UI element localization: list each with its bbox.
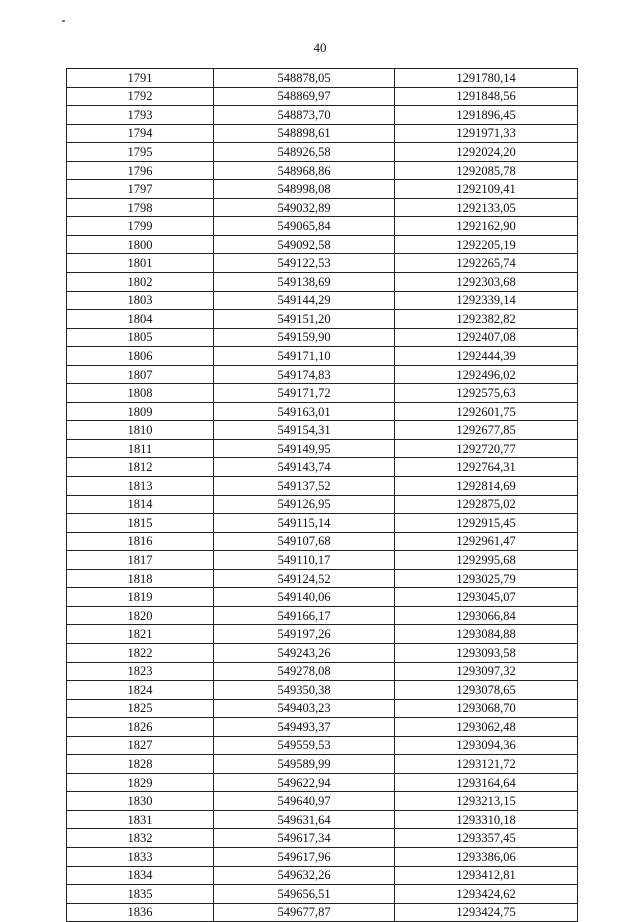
table-row — [67, 829, 578, 848]
point-number-cell: 1818 — [67, 569, 214, 588]
x-coordinate-cell: 549163,01 — [214, 402, 395, 421]
point-number-cell: 1834 — [67, 866, 214, 885]
x-coordinate-cell: 548878,05 — [214, 69, 395, 88]
y-coordinate-cell: 1293121,72 — [395, 755, 578, 774]
page-number: 40 — [313, 40, 327, 55]
table-row — [67, 143, 578, 162]
x-coordinate-cell: 549124,52 — [214, 569, 395, 588]
point-number-cell: 1827 — [67, 736, 214, 755]
x-coordinate-cell: 549166,17 — [214, 606, 395, 625]
table-row — [67, 866, 578, 885]
y-coordinate-cell: 1293062,48 — [395, 718, 578, 737]
point-number-cell: 1829 — [67, 773, 214, 792]
point-number-cell: 1822 — [67, 643, 214, 662]
x-coordinate-cell: 548898,61 — [214, 124, 395, 143]
y-coordinate-cell: 1291896,45 — [395, 106, 578, 125]
y-coordinate-cell: 1293066,84 — [395, 606, 578, 625]
scan-speck — [62, 20, 65, 22]
x-coordinate-cell: 549032,89 — [214, 198, 395, 217]
x-coordinate-cell: 549092,58 — [214, 235, 395, 254]
table-row — [67, 681, 578, 700]
table-row — [67, 217, 578, 236]
x-coordinate-cell: 548968,86 — [214, 161, 395, 180]
y-coordinate-cell: 1291971,33 — [395, 124, 578, 143]
x-coordinate-cell: 549493,37 — [214, 718, 395, 737]
table-row — [67, 606, 578, 625]
x-coordinate-cell: 549171,72 — [214, 384, 395, 403]
table-row — [67, 106, 578, 125]
point-number-cell: 1805 — [67, 328, 214, 347]
x-coordinate-cell: 549632,26 — [214, 866, 395, 885]
y-coordinate-cell: 1292677,85 — [395, 421, 578, 440]
table-row — [67, 180, 578, 199]
point-number-cell: 1836 — [67, 903, 214, 922]
y-coordinate-cell: 1293164,64 — [395, 773, 578, 792]
y-coordinate-cell: 1293213,15 — [395, 792, 578, 811]
table-row — [67, 69, 578, 88]
x-coordinate-cell: 549138,69 — [214, 273, 395, 292]
x-coordinate-cell: 549243,26 — [214, 643, 395, 662]
point-number-cell: 1830 — [67, 792, 214, 811]
x-coordinate-cell: 549143,74 — [214, 458, 395, 477]
point-number-cell: 1808 — [67, 384, 214, 403]
y-coordinate-cell: 1293045,07 — [395, 588, 578, 607]
y-coordinate-cell: 1293357,45 — [395, 829, 578, 848]
x-coordinate-cell: 549640,97 — [214, 792, 395, 811]
table-row — [67, 662, 578, 681]
x-coordinate-cell: 549154,31 — [214, 421, 395, 440]
table-row — [67, 699, 578, 718]
x-coordinate-cell: 549126,95 — [214, 495, 395, 514]
x-coordinate-cell: 549559,53 — [214, 736, 395, 755]
y-coordinate-cell: 1292205,19 — [395, 235, 578, 254]
x-coordinate-cell: 549140,06 — [214, 588, 395, 607]
table-row — [67, 273, 578, 292]
x-coordinate-cell: 549107,68 — [214, 532, 395, 551]
y-coordinate-cell: 1292496,02 — [395, 365, 578, 384]
y-coordinate-cell: 1293412,81 — [395, 866, 578, 885]
coordinate-table — [66, 68, 578, 922]
point-number-cell: 1828 — [67, 755, 214, 774]
x-coordinate-cell: 549171,10 — [214, 347, 395, 366]
table-row — [67, 347, 578, 366]
point-number-cell: 1823 — [67, 662, 214, 681]
x-coordinate-cell: 549115,14 — [214, 514, 395, 533]
point-number-cell: 1810 — [67, 421, 214, 440]
x-coordinate-cell: 549144,29 — [214, 291, 395, 310]
coordinate-table-body — [67, 69, 578, 922]
x-coordinate-cell: 549278,08 — [214, 662, 395, 681]
x-coordinate-cell: 549350,38 — [214, 681, 395, 700]
point-number-cell: 1820 — [67, 606, 214, 625]
point-number-cell: 1831 — [67, 810, 214, 829]
y-coordinate-cell: 1293424,75 — [395, 903, 578, 922]
point-number-cell: 1806 — [67, 347, 214, 366]
point-number-cell: 1833 — [67, 847, 214, 866]
y-coordinate-cell: 1293424,62 — [395, 885, 578, 904]
x-coordinate-cell: 549403,23 — [214, 699, 395, 718]
y-coordinate-cell: 1292764,31 — [395, 458, 578, 477]
table-row — [67, 198, 578, 217]
point-number-cell: 1796 — [67, 161, 214, 180]
point-number-cell: 1793 — [67, 106, 214, 125]
x-coordinate-cell: 549159,90 — [214, 328, 395, 347]
point-number-cell: 1826 — [67, 718, 214, 737]
y-coordinate-cell: 1291780,14 — [395, 69, 578, 88]
y-coordinate-cell: 1292995,68 — [395, 551, 578, 570]
table-row — [67, 755, 578, 774]
point-number-cell: 1795 — [67, 143, 214, 162]
table-row — [67, 532, 578, 551]
point-number-cell: 1815 — [67, 514, 214, 533]
table-row — [67, 235, 578, 254]
table-row — [67, 643, 578, 662]
point-number-cell: 1813 — [67, 477, 214, 496]
table-row — [67, 328, 578, 347]
table-row — [67, 365, 578, 384]
y-coordinate-cell: 1293093,58 — [395, 643, 578, 662]
point-number-cell: 1791 — [67, 69, 214, 88]
y-coordinate-cell: 1292814,69 — [395, 477, 578, 496]
x-coordinate-cell: 549677,87 — [214, 903, 395, 922]
y-coordinate-cell: 1293094,36 — [395, 736, 578, 755]
y-coordinate-cell: 1292601,75 — [395, 402, 578, 421]
y-coordinate-cell: 1291848,56 — [395, 87, 578, 106]
y-coordinate-cell: 1292339,14 — [395, 291, 578, 310]
point-number-cell: 1819 — [67, 588, 214, 607]
y-coordinate-cell: 1292444,39 — [395, 347, 578, 366]
table-row — [67, 495, 578, 514]
x-coordinate-cell: 549197,26 — [214, 625, 395, 644]
table-row — [67, 792, 578, 811]
table-row — [67, 421, 578, 440]
point-number-cell: 1794 — [67, 124, 214, 143]
x-coordinate-cell: 549174,83 — [214, 365, 395, 384]
table-row — [67, 551, 578, 570]
point-number-cell: 1804 — [67, 310, 214, 329]
x-coordinate-cell: 549122,53 — [214, 254, 395, 273]
x-coordinate-cell: 548869,97 — [214, 87, 395, 106]
y-coordinate-cell: 1292162,90 — [395, 217, 578, 236]
y-coordinate-cell: 1292961,47 — [395, 532, 578, 551]
x-coordinate-cell: 549622,94 — [214, 773, 395, 792]
table-row — [67, 402, 578, 421]
table-row — [67, 847, 578, 866]
y-coordinate-cell: 1292109,41 — [395, 180, 578, 199]
point-number-cell: 1824 — [67, 681, 214, 700]
coordinate-table-wrapper — [66, 68, 577, 922]
x-coordinate-cell: 549149,95 — [214, 439, 395, 458]
point-number-cell: 1797 — [67, 180, 214, 199]
y-coordinate-cell: 1292575,63 — [395, 384, 578, 403]
table-row — [67, 458, 578, 477]
point-number-cell: 1812 — [67, 458, 214, 477]
table-row — [67, 885, 578, 904]
y-coordinate-cell: 1293310,18 — [395, 810, 578, 829]
point-number-cell: 1809 — [67, 402, 214, 421]
point-number-cell: 1803 — [67, 291, 214, 310]
x-coordinate-cell: 549110,17 — [214, 551, 395, 570]
y-coordinate-cell: 1292875,02 — [395, 495, 578, 514]
x-coordinate-cell: 549065,84 — [214, 217, 395, 236]
y-coordinate-cell: 1293386,06 — [395, 847, 578, 866]
y-coordinate-cell: 1292265,74 — [395, 254, 578, 273]
x-coordinate-cell: 549631,64 — [214, 810, 395, 829]
x-coordinate-cell: 549151,20 — [214, 310, 395, 329]
point-number-cell: 1799 — [67, 217, 214, 236]
point-number-cell: 1792 — [67, 87, 214, 106]
y-coordinate-cell: 1293068,70 — [395, 699, 578, 718]
x-coordinate-cell: 549617,96 — [214, 847, 395, 866]
point-number-cell: 1814 — [67, 495, 214, 514]
y-coordinate-cell: 1292303,68 — [395, 273, 578, 292]
point-number-cell: 1801 — [67, 254, 214, 273]
table-row — [67, 514, 578, 533]
point-number-cell: 1816 — [67, 532, 214, 551]
y-coordinate-cell: 1292382,82 — [395, 310, 578, 329]
table-row — [67, 569, 578, 588]
x-coordinate-cell: 549656,51 — [214, 885, 395, 904]
point-number-cell: 1817 — [67, 551, 214, 570]
y-coordinate-cell: 1292133,05 — [395, 198, 578, 217]
table-row — [67, 588, 578, 607]
point-number-cell: 1825 — [67, 699, 214, 718]
point-number-cell: 1811 — [67, 439, 214, 458]
table-row — [67, 161, 578, 180]
y-coordinate-cell: 1293097,32 — [395, 662, 578, 681]
x-coordinate-cell: 549617,34 — [214, 829, 395, 848]
x-coordinate-cell: 549137,52 — [214, 477, 395, 496]
y-coordinate-cell: 1293078,65 — [395, 681, 578, 700]
table-row — [67, 903, 578, 922]
table-row — [67, 810, 578, 829]
point-number-cell: 1800 — [67, 235, 214, 254]
y-coordinate-cell: 1292024,20 — [395, 143, 578, 162]
point-number-cell: 1807 — [67, 365, 214, 384]
table-row — [67, 384, 578, 403]
point-number-cell: 1802 — [67, 273, 214, 292]
table-row — [67, 773, 578, 792]
y-coordinate-cell: 1292085,78 — [395, 161, 578, 180]
table-row — [67, 124, 578, 143]
table-row — [67, 87, 578, 106]
table-row — [67, 477, 578, 496]
table-row — [67, 736, 578, 755]
table-row — [67, 310, 578, 329]
table-row — [67, 291, 578, 310]
x-coordinate-cell: 548926,58 — [214, 143, 395, 162]
table-row — [67, 254, 578, 273]
y-coordinate-cell: 1292915,45 — [395, 514, 578, 533]
point-number-cell: 1798 — [67, 198, 214, 217]
point-number-cell: 1835 — [67, 885, 214, 904]
x-coordinate-cell: 548998,08 — [214, 180, 395, 199]
x-coordinate-cell: 548873,70 — [214, 106, 395, 125]
y-coordinate-cell: 1292407,08 — [395, 328, 578, 347]
point-number-cell: 1821 — [67, 625, 214, 644]
point-number-cell: 1832 — [67, 829, 214, 848]
x-coordinate-cell: 549589,99 — [214, 755, 395, 774]
table-row — [67, 625, 578, 644]
y-coordinate-cell: 1292720,77 — [395, 439, 578, 458]
y-coordinate-cell: 1293084,88 — [395, 625, 578, 644]
table-row — [67, 439, 578, 458]
table-row — [67, 718, 578, 737]
y-coordinate-cell: 1293025,79 — [395, 569, 578, 588]
